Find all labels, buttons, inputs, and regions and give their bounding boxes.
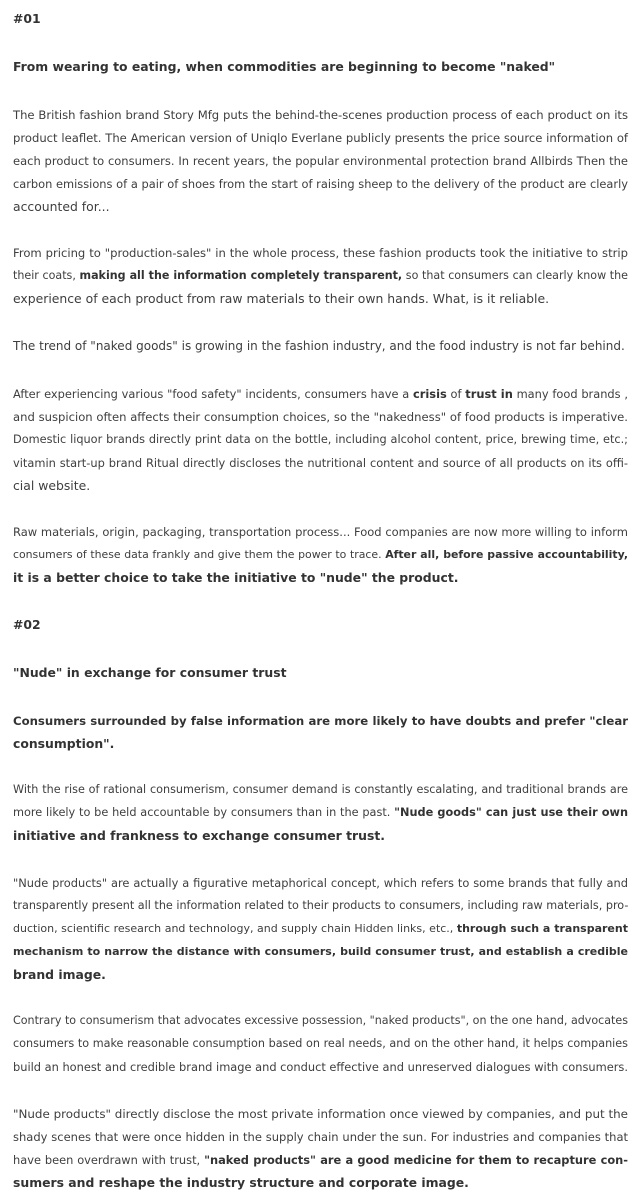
- bold-text: through such a transparent: [456, 922, 628, 935]
- bold-text: making all the information completely transparent,: [79, 269, 403, 282]
- paragraph-line: consumers to make reasonable consumption based on real needs, and on the other hand, it helps companies: [13, 1037, 628, 1050]
- section-number: #01: [13, 11, 41, 26]
- paragraph-line: [13, 1152, 628, 1168]
- bold-text: "naked products" are a good medicine for them to recapture con-: [204, 1153, 629, 1167]
- paragraph-line: it is a better choice to take the initiative to "nude" the product.: [13, 570, 459, 585]
- paragraph-line: build an honest and credible brand image and conduct effective and unreserved dialogues with consumers.: [13, 1060, 628, 1074]
- text-span: of: [446, 387, 466, 401]
- paragraph-line: [13, 386, 628, 402]
- paragraph-line: experience of each product from raw materials to their own hands. What, is it reliable.: [13, 291, 550, 306]
- paragraph-line: The trend of "naked goods" is growing in the fashion industry, and the food industry is not far behind.: [13, 339, 625, 353]
- bold-text: crisis: [413, 387, 447, 401]
- paragraph-line: "Nude products" directly disclose the most private information once viewed by companies, and put the: [13, 1107, 628, 1121]
- bold-text: trust in: [465, 387, 513, 401]
- paragraph-line: "Nude products" are actually a figurative metaphorical concept, which refers to some brands that fully and: [13, 876, 628, 890]
- paragraph-line: vitamin start-up brand Ritual directly discloses the nutritional content and source of all products on its offi-: [13, 456, 628, 470]
- text-span: have been overdrawn with trust,: [13, 1153, 205, 1167]
- paragraph-line: consumption".: [13, 736, 115, 751]
- text-span: duction, scientific research and technology, and supply chain Hidden links, etc.,: [13, 922, 457, 935]
- paragraph-line: sumers and reshape the industry structure and corporate image.: [13, 1175, 469, 1190]
- paragraph-line: With the rise of rational consumerism, consumer demand is constantly escalating, and traditional brands are: [13, 783, 628, 796]
- paragraph-line: Consumers surrounded by false information are more likely to have doubts and prefer "clear: [13, 714, 628, 728]
- paragraph-line: transparently present all the information related to their products to consumers, including raw materials, pro-: [13, 899, 629, 912]
- paragraph-line: [13, 547, 628, 563]
- paragraph-line: accounted for...: [13, 199, 110, 214]
- paragraph-line: product leaflet. The American version of Uniqlo Everlane publicly presents the price source information of: [13, 131, 628, 145]
- paragraph-line: carbon emissions of a pair of shoes from the start of raising sheep to the delivery of the product are clearly: [13, 177, 628, 191]
- section-title: "Nude" in exchange for consumer trust: [13, 665, 287, 680]
- section-title: From wearing to eating, when commodities are beginning to become "naked": [13, 59, 556, 74]
- text-span: their coats,: [13, 269, 80, 282]
- paragraph-line: each product to consumers. In recent years, the popular environmental protection brand Allbirds Then the: [13, 154, 628, 168]
- text-span: consumers of these data frankly and give them the power to trace.: [13, 548, 386, 561]
- paragraph-line: [13, 268, 628, 284]
- paragraph-line: shady scenes that were once hidden in the supply chain under the sun. For industries and companies that: [13, 1130, 628, 1144]
- paragraph-line: Raw materials, origin, packaging, transportation process... Food companies are now more willing to inform: [13, 525, 628, 539]
- text-span: more likely to be held accountable by consumers than in the past.: [13, 806, 395, 819]
- paragraph-line: mechanism to narrow the distance with consumers, build consumer trust, and establish a credible: [13, 945, 628, 958]
- paragraph-line: [13, 921, 628, 937]
- paragraph-line: [13, 805, 628, 821]
- paragraph-line: brand image.: [13, 967, 106, 982]
- text-span: so that consumers can clearly know the: [402, 269, 629, 282]
- paragraph-line: Domestic liquor brands directly print data on the bottle, including alcohol content, price, brewing time, etc.;: [13, 433, 628, 446]
- text-span: many food brands ,: [512, 387, 628, 401]
- text-span: After experiencing various "food safety" incidents, consumers have a: [13, 387, 414, 401]
- bold-text: "Nude goods" can just use their own: [394, 806, 629, 819]
- bold-text: After all, before passive accountability,: [385, 548, 628, 561]
- paragraph-line: initiative and frankness to exchange consumer trust.: [13, 828, 385, 843]
- section-number: #02: [13, 617, 41, 632]
- paragraph-line: and suspicion often affects their consumption choices, so the "nakedness" of food products is imperative.: [13, 410, 628, 424]
- paragraph-line: From pricing to "production-sales" in the whole process, these fashion products took the initiative to strip: [13, 246, 628, 260]
- paragraph-line: cial website.: [13, 478, 91, 493]
- paragraph-line: The British fashion brand Story Mfg puts the behind-the-scenes production process of each product on its: [13, 108, 628, 122]
- paragraph-line: Contrary to consumerism that advocates excessive possession, "naked products", on the one hand, advocates: [13, 1014, 628, 1027]
